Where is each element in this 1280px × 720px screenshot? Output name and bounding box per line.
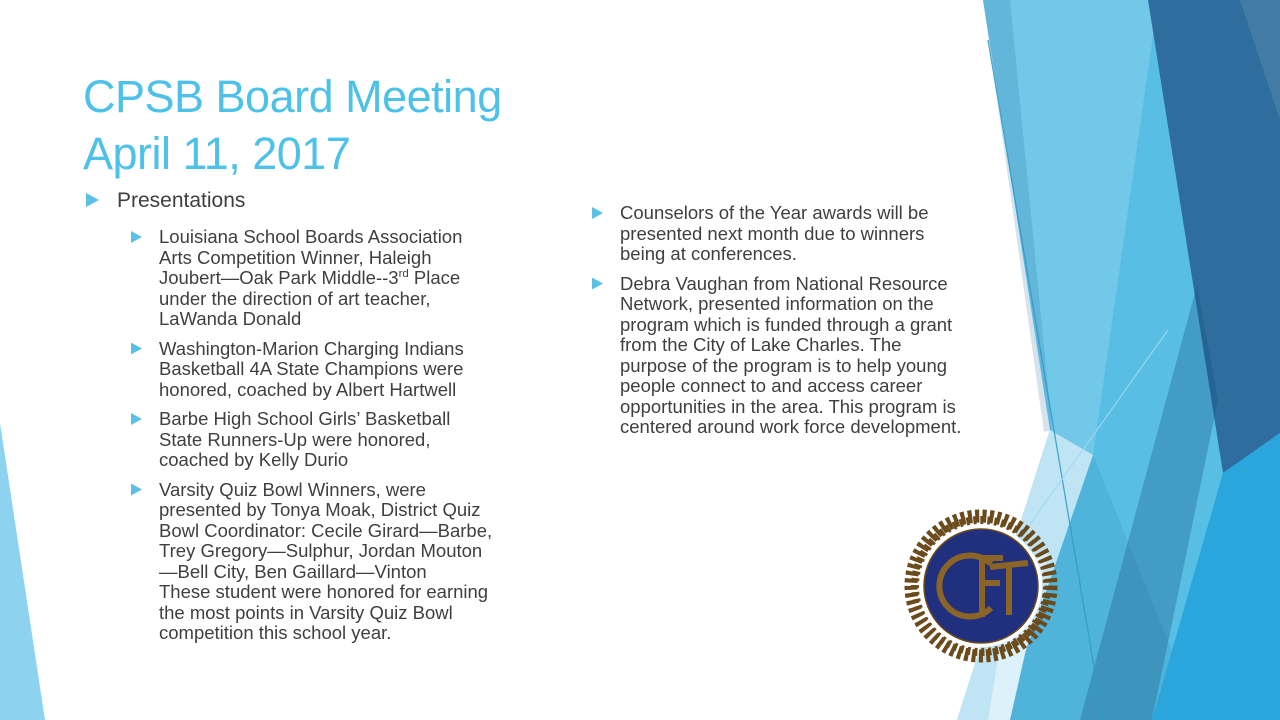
bullet-triangle-icon bbox=[131, 484, 142, 496]
right-bullet-list bbox=[592, 203, 971, 447]
bullet-triangle-icon bbox=[592, 278, 603, 290]
presentations-heading bbox=[86, 189, 245, 213]
bullet-item bbox=[131, 227, 493, 330]
bullet-triangle-icon bbox=[86, 193, 99, 207]
facet-bottom-left-wedge bbox=[0, 423, 45, 720]
cft-logo bbox=[902, 507, 1060, 665]
title-line-2: April 11, 2017 bbox=[83, 128, 351, 179]
bullet-item bbox=[592, 203, 971, 265]
bullet-text: Debra Vaughan from National Resource Network, presented information on the program which is funded through a grant from the City of Lake Charles. The purpose of the program is to help young people connect to and access career opportunities in the area. This program is centered around work force development. bbox=[620, 272, 962, 437]
bullet-triangle-icon bbox=[592, 207, 603, 219]
superscript: rd bbox=[398, 267, 409, 280]
left-bullet-list bbox=[131, 227, 493, 653]
bullet-item bbox=[592, 274, 971, 438]
bullet-item bbox=[131, 480, 493, 644]
bullet-triangle-icon bbox=[131, 413, 142, 425]
bullet-text: Varsity Quiz Bowl Winners, were presented by Tonya Moak, District Quiz Bowl Coordinator: Cecile Girard—Barbe, Trey Gregory—Sulphur, Jordan Mouton—Bell City, Ben Gaillard—Vinton These student were honored for earning the most points in Varsity Quiz Bowl competition this school year. bbox=[159, 478, 493, 643]
bullet-text: Barbe High School Girls’ Basketball State Runners-Up were honored, coached by Kelly Durio bbox=[159, 408, 451, 470]
bullet-item bbox=[131, 409, 493, 471]
heading-text: Presentations bbox=[117, 189, 246, 212]
bullet-item bbox=[131, 339, 493, 401]
slide-title bbox=[83, 68, 502, 182]
bullet-triangle-icon bbox=[131, 343, 142, 355]
bullet-text: Louisiana School Boards Association Arts Competition Winner, Haleigh Joubert—Oak Park Middle--3rd Place under the direction of art teacher, LaWanda Donald bbox=[159, 226, 463, 329]
bullet-text: Washington-Marion Charging Indians Basketball 4A State Champions were honored, coached by Albert Hartwell bbox=[159, 337, 464, 400]
bullet-text: Counselors of the Year awards will be presented next month due to winners being at conferences. bbox=[620, 202, 929, 264]
bullet-triangle-icon bbox=[131, 231, 142, 243]
title-line-1: CPSB Board Meeting bbox=[83, 71, 502, 122]
